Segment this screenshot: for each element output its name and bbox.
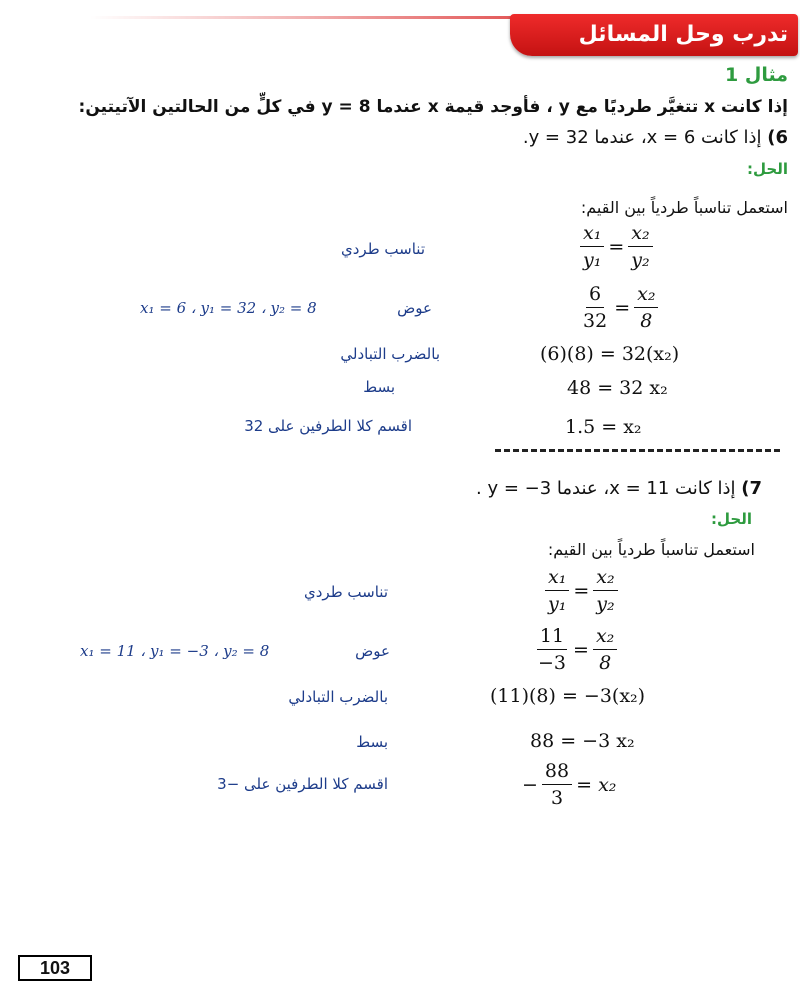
p6-step4-note: بسط: [363, 378, 395, 396]
p7-simplify-equation: 88 = −3 x₂: [530, 730, 635, 752]
p7-step2-values: x₁ = 11 ، y₁ = −3 ، y₂ = 8: [80, 642, 270, 660]
problem-7-statement: [476, 478, 762, 499]
example-title: مثال 1: [725, 64, 788, 86]
problem-6-intro: استعمل تناسباً طردياً بين القيم:: [580, 198, 788, 217]
p6-frac-right: $\frac{\text{x₂}}{\text{y₂}}$: [628, 222, 652, 271]
p7-step4-note: بسط: [356, 733, 388, 751]
problem-7-text: إذا كانت x = 11، عندما y = −3 .: [476, 478, 736, 499]
problem-7-solution-label: الحل:: [711, 510, 752, 528]
p6-result-equation: 1.5 = x₂: [565, 416, 642, 438]
p6-step2-note: عوض: [397, 299, 432, 317]
p6-simplify-equation: 48 = 32 x₂: [567, 377, 668, 399]
p7-cross-multiply-equation: (11)(8) = −3(x₂): [490, 685, 646, 707]
problem-separator: [495, 449, 780, 452]
p6-step1-note: تناسب طردي: [341, 240, 425, 258]
p7-step5-note: اقسم كلا الطرفين على −3: [217, 775, 388, 793]
problem-7-number: 7): [741, 478, 762, 499]
example-statement: إذا كانت x تتغيَّر طرديًا مع y ، فأوجد قيمة x عندما 8 = y في كلٍّ من الحالتين الآتيتين:: [78, 97, 788, 117]
p7-step3-note: بالضرب التبادلي: [288, 688, 388, 706]
p7-step1-note: تناسب طردي: [304, 583, 388, 601]
page-number: 103: [18, 955, 92, 981]
p6-step3-note: بالضرب التبادلي: [340, 345, 440, 363]
problem-6-number: 6): [767, 127, 788, 148]
p6-step5-note: اقسم كلا الطرفين على 32: [244, 417, 412, 435]
p7-step2-note: عوض: [355, 642, 390, 660]
problem-6-statement: [523, 127, 788, 148]
p6-frac-left: $\frac{\text{x₁}}{\text{y₁}}$: [580, 222, 604, 271]
problem-7-intro: استعمل تناسباً طردياً بين القيم:: [547, 540, 755, 559]
p6-proportion-equation: $\frac{\text{x₁}}{\text{y₁}}$ = $\frac{\text{x₂}}{\text{y₂}}$: [580, 222, 653, 271]
p7-result-equation: − $\frac{88}{3}$ = x₂: [522, 760, 617, 809]
p7-proportion-equation: $\frac{\text{x₁}}{\text{y₁}}$ = $\frac{\text{x₂}}{\text{y₂}}$: [545, 566, 618, 615]
p6-substitution-equation: $\frac{6}{32}$ = $\frac{\text{x₂}}{8}$: [580, 283, 658, 332]
p6-cross-multiply-equation: (6)(8) = 32(x₂): [540, 343, 680, 365]
p6-step2-values: x₁ = 6 ، y₁ = 32 ، y₂ = 8: [140, 299, 317, 317]
p7-substitution-equation: $\frac{11}{-3}$ = $\frac{\text{x₂}}{8}$: [535, 625, 617, 674]
section-title: تدرب وحل المسائل: [578, 22, 788, 47]
problem-6-solution-label: الحل:: [747, 160, 788, 178]
problem-6-text: إذا كانت x = 6، عندما y = 32.: [522, 127, 762, 148]
